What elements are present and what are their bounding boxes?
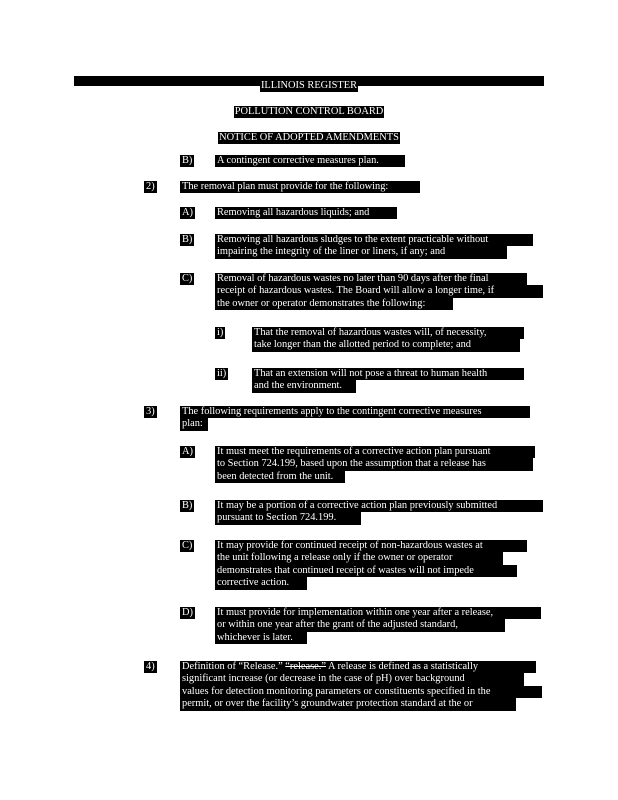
- item-b-text: A contingent corrective measures plan.: [215, 155, 405, 167]
- notice-title: [0, 127, 618, 145]
- item-4-label: 4): [146, 661, 155, 672]
- item-4-lead: Definition of “Release.”: [182, 661, 286, 672]
- item-3d-line: It must provide for implementation within one year after a release,: [215, 607, 541, 619]
- item-4-text: [180, 661, 542, 711]
- item-2b-line: impairing the integrity of the liner or liners, if any; and: [215, 246, 507, 258]
- item-3a-text: [215, 446, 535, 483]
- item-3-text: [180, 406, 530, 431]
- item-2c-line: the owner or operator demonstrates the following:: [215, 298, 453, 310]
- board-title-text: POLLUTION CONTROL BOARD: [234, 106, 384, 117]
- item-2c-i-text: [252, 327, 524, 352]
- item-3c-text: [215, 540, 527, 590]
- item-3-label: 3): [146, 406, 155, 417]
- item-4-first-line: [180, 661, 536, 673]
- item-2-label: 2): [146, 181, 155, 192]
- item-3a-label: A): [182, 446, 193, 457]
- item-2b-line: Removing all hazardous sludges to the extent practicable without: [215, 234, 533, 246]
- item-2a-text: Removing all hazardous liquids; and: [215, 207, 397, 219]
- item-3d-text: [215, 607, 541, 644]
- item-3a-line: been detected from the unit.: [215, 471, 345, 483]
- item-3d-label: D): [182, 607, 193, 618]
- item-3c-line: the unit following a release only if the owner or operator: [215, 552, 503, 564]
- item-4-line: values for detection monitoring parameters or constituents specified in the: [180, 686, 542, 698]
- board-title: [0, 101, 618, 119]
- item-4-struck-text: “release.”: [285, 661, 326, 672]
- item-2c-i-label: i): [217, 327, 224, 338]
- item-3c-label: C): [182, 540, 193, 551]
- item-3d-line: or within one year after the grant of the adjusted standard,: [215, 619, 505, 631]
- register-title: [0, 75, 618, 93]
- item-2c-ii-text: [252, 368, 524, 393]
- item-3c-line: It may provide for continued receipt of non-hazardous wastes at: [215, 540, 527, 552]
- item-3a-line: It must meet the requirements of a corrective action plan pursuant: [215, 446, 535, 458]
- item-4-rest: A release is defined as a statistically: [325, 661, 479, 672]
- item-2c-line: receipt of hazardous wastes. The Board will allow a longer time, if: [215, 285, 543, 297]
- item-3-line: The following requirements apply to the contingent corrective measures: [180, 406, 530, 418]
- item-2c-i-line: That the removal of hazardous wastes will, of necessity,: [252, 327, 524, 339]
- item-2c-ii-label: ii): [217, 368, 227, 379]
- item-4-line: permit, or over the facility’s groundwater protection standard at the or: [180, 698, 516, 710]
- register-title-text: ILLINOIS REGISTER: [260, 80, 358, 91]
- notice-title-text: NOTICE OF ADOPTED AMENDMENTS: [219, 132, 399, 143]
- item-2c-ii-line: That an extension will not pose a threat to human health: [252, 368, 524, 380]
- item-2c-i-line: take longer than the allotted period to complete; and: [252, 339, 520, 351]
- item-2c-ii-line: and the environment.: [252, 380, 356, 392]
- item-3b-line: It may be a portion of a corrective action plan previously submitted: [215, 500, 543, 512]
- item-3b-line: pursuant to Section 724.199.: [215, 512, 361, 524]
- item-3d-line: whichever is later.: [215, 632, 307, 644]
- item-3c-line: demonstrates that continued receipt of wastes will not impede: [215, 565, 517, 577]
- item-3c-line: corrective action.: [215, 577, 307, 589]
- item-2b-label: B): [182, 234, 193, 245]
- item-3a-line: to Section 724.199, based upon the assumption that a release has: [215, 458, 533, 470]
- item-2c-text: [215, 273, 543, 310]
- item-b-label: B): [182, 155, 193, 166]
- item-2a-label: A): [182, 207, 193, 218]
- item-3b-label: B): [182, 500, 193, 511]
- item-3-line: plan:: [180, 418, 208, 430]
- item-2b-text: [215, 234, 533, 259]
- item-3b-text: [215, 500, 543, 525]
- item-4-line: significant increase (or decrease in the case of pH) over background: [180, 673, 524, 685]
- item-2-text: The removal plan must provide for the following:: [180, 181, 420, 193]
- item-2c-label: C): [182, 273, 193, 284]
- item-2c-line: Removal of hazardous wastes no later than 90 days after the final: [215, 273, 527, 285]
